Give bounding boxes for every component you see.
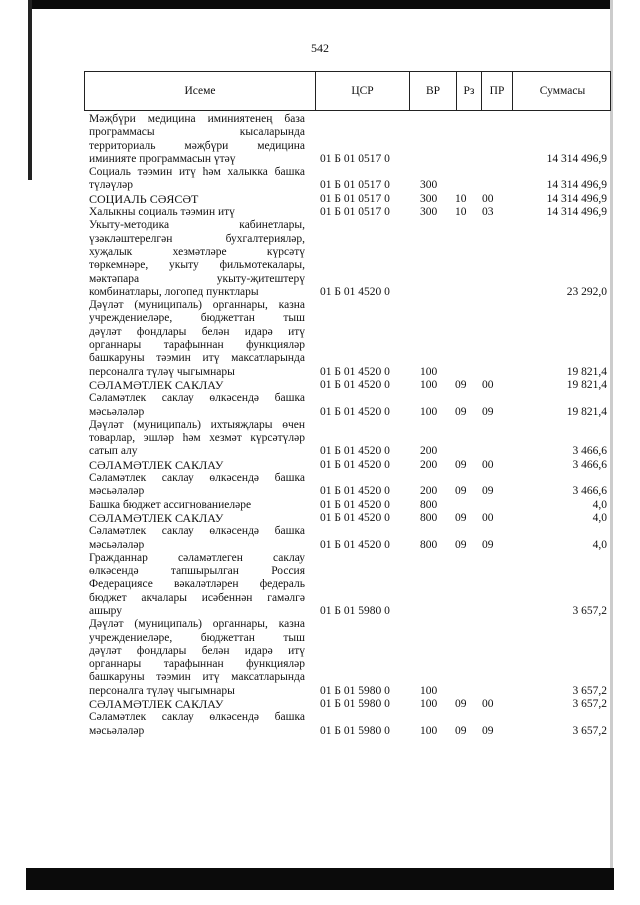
row-sum: 3 657,2: [572, 684, 607, 697]
table-row: [89, 618, 611, 698]
table-row: [89, 206, 611, 219]
table-row: [89, 113, 611, 166]
row-vr: 100: [420, 378, 438, 391]
row-name: [89, 525, 305, 552]
row-vr: 200: [420, 445, 438, 458]
row-sum: 3 466,6: [572, 445, 607, 458]
row-name-line: Дәүләт (муниципаль) ихтыяҗлары өчен: [89, 418, 305, 431]
table-row: [89, 379, 611, 392]
row-name: [89, 166, 305, 193]
table-row: [89, 512, 611, 525]
row-name: [89, 552, 305, 618]
row-name-line: органнары тарафыннан функцияләр: [89, 339, 305, 352]
row-name: [89, 392, 305, 419]
row-name-line: товарлар, эшләр һәм хезмәт күрсәтүләр: [89, 432, 305, 445]
row-csr: 01 Б 01 0517 0: [320, 152, 390, 165]
row-name-line: дәүләт фондлары белән идарә итү: [89, 644, 305, 657]
table-row: [89, 525, 611, 552]
header-rz: Рз: [456, 72, 481, 110]
row-name-line: персоналга түләү чыгымнары: [89, 365, 235, 378]
table-row: [89, 166, 611, 193]
row-rz: 09: [455, 378, 467, 391]
row-name-line: мәктәпара укыту-җитештерү: [89, 272, 305, 285]
row-rz: 09: [455, 458, 467, 471]
row-sum: 3 466,6: [572, 485, 607, 498]
row-pr: 09: [482, 724, 494, 737]
row-vr: 800: [420, 538, 438, 551]
row-csr: 01 Б 01 5980 0: [320, 698, 390, 711]
row-name-line: органнары тарафыннан функцияләр: [89, 658, 305, 671]
row-name-line: иминияте программасын үтәү: [89, 152, 236, 165]
row-name-line: Укыту-методика кабинетлары,: [89, 219, 305, 232]
row-name-line: мәсьәләләр: [89, 538, 145, 551]
row-name-line: СӘЛАМӘТЛЕК САКЛАУ: [89, 377, 224, 392]
row-name-line: комбинатлары, логопед пунктлары: [89, 285, 259, 298]
row-vr: 100: [420, 724, 438, 737]
row-name: [89, 299, 305, 379]
row-rz: 09: [455, 511, 467, 524]
header-vr: ВР: [409, 72, 456, 110]
row-name-line: Сәламәтлек саклау өлкәсендә башка: [89, 392, 305, 405]
row-vr: 100: [420, 405, 438, 418]
table-row: [89, 472, 611, 499]
row-name-line: программасы кысаларында: [89, 126, 305, 139]
row-csr: 01 Б 01 4520 0: [320, 445, 390, 458]
row-pr: 00: [482, 458, 494, 471]
row-sum: 4,0: [592, 498, 607, 511]
row-sum: 14 314 496,9: [546, 192, 607, 205]
row-name-line: учреждениеләре, бюджеттан тыш: [89, 312, 305, 325]
row-sum: 3 657,2: [572, 604, 607, 617]
row-csr: 01 Б 01 5980 0: [320, 604, 390, 617]
row-csr: 01 Б 01 5980 0: [320, 724, 390, 737]
row-name-line: төркемнәре, укыту фильмотекалары,: [89, 259, 305, 272]
row-name-line: Дәүләт (муниципаль) органнары, казна: [89, 299, 305, 312]
row-name: [89, 459, 305, 472]
row-pr: 00: [482, 378, 494, 391]
row-name: [89, 512, 305, 525]
row-name: [89, 113, 305, 166]
row-sum: 3 657,2: [572, 698, 607, 711]
table-header: [84, 71, 611, 111]
table-row: [89, 419, 611, 459]
row-name-line: мәсьәләләр: [89, 724, 145, 737]
row-rz: 10: [455, 206, 467, 219]
row-vr: 800: [420, 511, 438, 524]
row-csr: 01 Б 01 4520 0: [320, 405, 390, 418]
table-row: [89, 698, 611, 711]
table-row: [89, 392, 611, 419]
row-name-line: сатып алу: [89, 445, 138, 458]
row-csr: 01 Б 01 4520 0: [320, 538, 390, 551]
row-csr: 01 Б 01 4520 0: [320, 365, 390, 378]
row-csr: 01 Б 01 4520 0: [320, 511, 390, 524]
row-name-line: дәүләт фондлары белән идарә итү: [89, 325, 305, 338]
row-pr: 09: [482, 405, 494, 418]
row-sum: 4,0: [592, 538, 607, 551]
row-csr: 01 Б 01 4520 0: [320, 498, 390, 511]
row-name-line: Халыкны социаль тәэмин итү: [89, 206, 235, 219]
row-name-line: Сәламәтлек саклау өлкәсендә башка: [89, 525, 305, 538]
page-number: 542: [311, 41, 329, 55]
row-name: [89, 219, 305, 299]
row-name: [89, 193, 305, 206]
row-sum: 14 314 496,9: [546, 179, 607, 192]
row-name-line: Федерациясе вәкаләтләрен федераль: [89, 578, 305, 591]
row-vr: 800: [420, 498, 438, 511]
row-name-line: персоналга түләү чыгымнары: [89, 684, 235, 697]
row-name-line: Башка бюджет ассигнованиеләре: [89, 498, 252, 511]
row-name-line: хуҗалык хезмәтләре күрсәтү: [89, 245, 305, 258]
row-sum: 19 821,4: [566, 378, 607, 391]
row-csr: 01 Б 01 4520 0: [320, 378, 390, 391]
row-name-line: мәсьәләләр: [89, 405, 145, 418]
row-vr: 100: [420, 365, 438, 378]
row-name-line: бюджет акчалары исәбеннән гамәлгә: [89, 591, 305, 604]
row-sum: 4,0: [592, 511, 607, 524]
row-vr: 300: [420, 206, 438, 219]
table-body: [89, 113, 611, 738]
row-sum: 19 821,4: [566, 405, 607, 418]
row-name: [89, 472, 305, 499]
row-rz: 09: [455, 405, 467, 418]
row-name-line: өлкәсендә тапшырылган Россия: [89, 565, 305, 578]
row-vr: 200: [420, 485, 438, 498]
row-name: [89, 711, 305, 738]
row-rz: 09: [455, 485, 467, 498]
scan-border-bottom: [26, 868, 614, 890]
row-name: [89, 379, 305, 392]
row-name-line: башкаруны тәэмин итү максатларында: [89, 671, 305, 684]
row-pr: 09: [482, 538, 494, 551]
row-name-line: Гражданнар сәламәтлеген саклау: [89, 551, 305, 564]
table-row: [89, 193, 611, 206]
row-rz: 10: [455, 192, 467, 205]
row-name-line: ашыру: [89, 604, 123, 617]
row-pr: 03: [482, 206, 494, 219]
row-rz: 09: [455, 538, 467, 551]
row-name-line: Мәҗбүри медицина иминиятенең база: [89, 113, 305, 125]
row-name-line: Социаль тәэмин итү һәм халыкка башка: [89, 166, 305, 179]
row-sum: 19 821,4: [566, 365, 607, 378]
row-name-line: территориаль мәҗбүри медицина: [89, 139, 305, 152]
row-sum: 14 314 496,9: [546, 152, 607, 165]
row-vr: 300: [420, 192, 438, 205]
row-name-line: Сәламәтлек саклау өлкәсендә башка: [89, 711, 305, 724]
row-csr: 01 Б 01 0517 0: [320, 206, 390, 219]
row-sum: 23 292,0: [566, 285, 607, 298]
header-pr: ПР: [481, 72, 512, 110]
row-name-line: мәсьәләләр: [89, 485, 145, 498]
row-name-line: үзәкләштерелгән бухгалтерияләр,: [89, 232, 305, 245]
table-row: [89, 499, 611, 512]
row-name: [89, 419, 305, 459]
row-name-line: учреждениеләре, бюджеттан тыш: [89, 631, 305, 644]
row-name-line: СӘЛАМӘТЛЕК САКЛАУ: [89, 457, 224, 472]
row-sum: 3 657,2: [572, 724, 607, 737]
row-name: [89, 698, 305, 711]
row-name: [89, 499, 305, 512]
row-pr: 00: [482, 698, 494, 711]
table-row: [89, 552, 611, 618]
row-sum: 14 314 496,9: [546, 206, 607, 219]
table-row: [89, 711, 611, 738]
row-vr: 100: [420, 684, 438, 697]
row-name-line: Сәламәтлек саклау өлкәсендә башка: [89, 472, 305, 485]
row-name-line: СӘЛАМӘТЛЕК САКЛАУ: [89, 510, 224, 525]
row-name-line: түләүләр: [89, 179, 133, 192]
scan-border-top: [30, 0, 610, 9]
row-pr: 00: [482, 192, 494, 205]
row-name-line: СОЦИАЛЬ СӘЯСӘТ: [89, 191, 199, 206]
header-name: Исеме: [184, 85, 216, 97]
row-vr: 100: [420, 698, 438, 711]
table-row: [89, 459, 611, 472]
row-pr: 00: [482, 511, 494, 524]
row-vr: 200: [420, 458, 438, 471]
row-csr: 01 Б 01 0517 0: [320, 179, 390, 192]
header-csr: ЦСР: [315, 72, 409, 110]
header-sum: Суммасы: [512, 72, 612, 110]
row-name-line: СӘЛАМӘТЛЕК САКЛАУ: [89, 697, 224, 712]
row-csr: 01 Б 01 5980 0: [320, 684, 390, 697]
row-name-line: Дәүләт (муниципаль) органнары, казна: [89, 618, 305, 631]
row-csr: 01 Б 01 4520 0: [320, 458, 390, 471]
row-sum: 3 466,6: [572, 458, 607, 471]
row-csr: 01 Б 01 4520 0: [320, 285, 390, 298]
scan-border-left: [28, 0, 32, 180]
row-name: [89, 618, 305, 698]
table-row: [89, 219, 611, 299]
row-csr: 01 Б 01 0517 0: [320, 192, 390, 205]
row-name: [89, 206, 305, 219]
row-csr: 01 Б 01 4520 0: [320, 485, 390, 498]
row-name-line: башкаруны тәэмин итү максатларында: [89, 352, 305, 365]
row-vr: 300: [420, 179, 438, 192]
row-rz: 09: [455, 698, 467, 711]
table-row: [89, 299, 611, 379]
row-rz: 09: [455, 724, 467, 737]
row-pr: 09: [482, 485, 494, 498]
